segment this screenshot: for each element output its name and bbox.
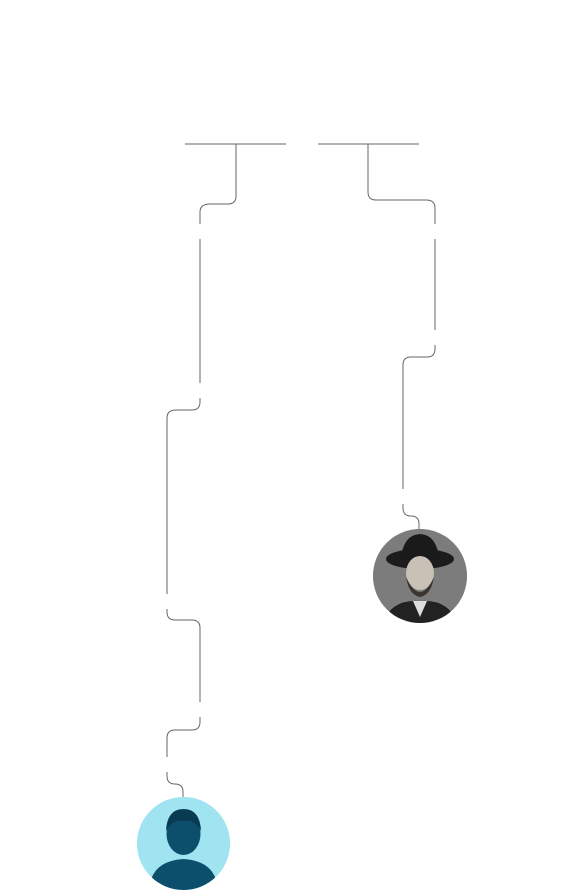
my-avatar [137,797,230,890]
ulysses-grant-portrait[interactable] [373,529,467,623]
